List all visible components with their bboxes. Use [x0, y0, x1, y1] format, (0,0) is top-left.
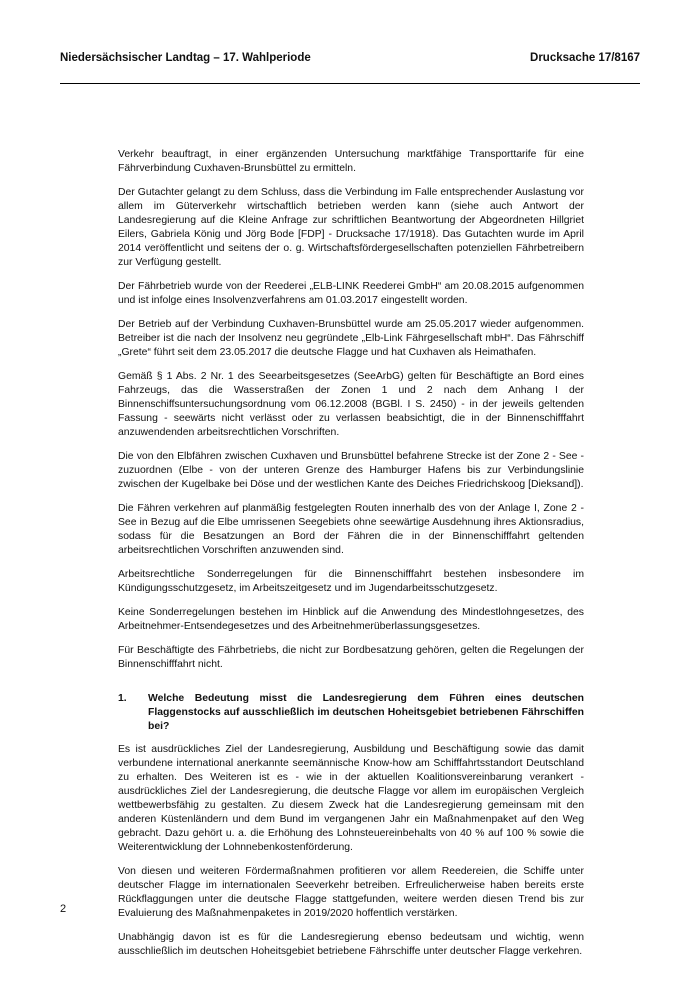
- body-paragraph: Der Fährbetrieb wurde von der Reederei „ELB-LINK Reederei GmbH“ am 20.08.2015 aufgenommen und ist infolge eines Insolvenzverfahrens am 01.03.2017 eingestellt worden.: [118, 281, 584, 306]
- body-paragraph: Gemäß § 1 Abs. 2 Nr. 1 des Seearbeitsgesetzes (SeeArbG) gelten für Beschäftigte an Bord eines Fahrzeugs, das die Wasserstraßen der Zonen 1 und 2 nach dem Anhang I der Binnenschiffsuntersuchungsordnung vom 06.12.2008 (BGBl. I S. 2450) - in der jeweils geltenden Fassung - seewärts nicht verlässt oder zu verlassen beabsichtigt, die in der Binnenschifffahrt anzuwendenden arbeitsrechtlichen Vorschriften.: [118, 371, 584, 438]
- header-divider: [60, 83, 640, 84]
- body-paragraph: Die von den Elbfähren zwischen Cuxhaven und Brunsbüttel befahrene Strecke ist der Zone 2 - See - zuzuordnen (Elbe - von der unteren Grenze des Hamburger Hafens bis zur Verbindungslinie zwischen der Kugelbake bei Döse und der westlichen Kante des Deiches Friedrichskoog [Dieksand]).: [118, 451, 584, 490]
- answer-paragraph: Es ist ausdrückliches Ziel der Landesregierung, Ausbildung und Beschäftigung sowie das damit verbundene international anerkannte seemännische Know-how am Schifffahrtsstandort Deutschland zu erhalten. Des Weiteren ist es - wie in der aktuellen Koalitionsvereinbarung verankert - ausdrückliches Ziel der Landesregierung, die deutsche Flagge vor allem im europäischen Vergleich wettbewerbsfähig zu gestalten. Zu diesem Zweck hat die Landesregierung gemeinsam mit den anderen Küstenländern und dem Bund im vergangenen Jahr ein Maßnahmenpaket auf den Weg gebracht. Dazu gehört u. a. die Erhöhung des Lohnsteuereinbehalts von 40 % auf 100 % sowie die Weiterentwicklung der Lohnnebenkostenförderung.: [118, 744, 584, 853]
- question-heading: [118, 692, 584, 734]
- body-paragraph: Verkehr beauftragt, in einer ergänzenden Untersuchung marktfähige Transporttarife für eine Fährverbindung Cuxhaven-Brunsbüttel zu ermitteln.: [118, 149, 584, 174]
- body-paragraph: Keine Sonderregelungen bestehen im Hinblick auf die Anwendung des Mindestlohngesetzes, des Arbeitnehmer-Entsendegesetzes und des Arbeitnehmerüberlassungsgesetzes.: [118, 607, 584, 632]
- header-parliament-title: Niedersächsischer Landtag – 17. Wahlperiode: [60, 52, 311, 64]
- body-paragraph: Der Betrieb auf der Verbindung Cuxhaven-Brunsbüttel wurde am 25.05.2017 wieder aufgenommen. Betreiber ist die nach der Insolvenz neu gegründete „Elb-Link Fährgesellschaft mbH“. Das Fährschiff „Grete“ führt seit dem 23.05.2017 die deutsche Flagge und hat Cuxhaven als Heimathafen.: [118, 319, 584, 358]
- page-header: [60, 52, 640, 72]
- question-text: Welche Bedeutung misst die Landesregierung dem Führen eines deutschen Flaggenstocks auf ausschließlich im deutschen Hoheitsgebiet betriebenen Fährschiffen bei?: [148, 693, 584, 732]
- header-document-number: Drucksache 17/8167: [530, 52, 640, 64]
- page-number: 2: [60, 903, 67, 915]
- body-paragraph: Arbeitsrechtliche Sonderregelungen für die Binnenschifffahrt bestehen insbesondere im Kündigungsschutzgesetz, im Arbeitszeitgesetz und im Jugendarbeitsschutzgesetz.: [118, 569, 584, 594]
- body-paragraph: Der Gutachter gelangt zu dem Schluss, dass die Verbindung im Falle entsprechender Auslastung vor allem im Güterverkehr wirtschaftlich betrieben werden kann (siehe auch Antwort der Landesregierung auf die Kleine Anfrage zur schriftlichen Beantwortung der Abgeordneten Hillgriet Eilers, Gabriela König und Jörg Bode [FDP] - Drucksache 17/1918). Das Gutachten wurde im April 2014 veröffentlicht und seitens der o. g. Wirtschaftsfördergesellschaften potenziellen Fährbetreibern zur Verfügung gestellt.: [118, 187, 584, 268]
- body-paragraph: Für Beschäftigte des Fährbetriebs, die nicht zur Bordbesatzung gehören, gelten die Regelungen der Binnenschifffahrt nicht.: [118, 645, 584, 670]
- body-paragraph: Die Fähren verkehren auf planmäßig festgelegten Routen innerhalb des von der Anlage I, Zone 2 - See in Bezug auf die Elbe umrissenen Seegebiets ohne seewärtige Ausdehnung ihres Aktionsradius, sodass für die Besatzungen an Bord der Fähren die in der Binnenschifffahrt geltenden arbeitsrechtlichen Vorschriften anzuwenden sind.: [118, 503, 584, 556]
- answer-paragraph: Von diesen und weiteren Fördermaßnahmen profitieren vor allem Reedereien, die Schiffe unter deutscher Flagge im internationalen Seeverkehr betreiben. Erfreulicherweise haben bereits erste Rückflaggungen unter die deutsche Flagge stattgefunden, weitere werden diesen Trend bis zur Evaluierung des Maßnahmenpaketes in 2019/2020 hoffentlich verstärken.: [118, 866, 584, 919]
- question-number: 1.: [118, 693, 127, 704]
- answer-paragraph: Unabhängig davon ist es für die Landesregierung ebenso bedeutsam und wichtig, wenn ausschließlich im deutschen Hoheitsgebiet betriebene Fährschiffe unter deutscher Flagge verkehren.: [118, 932, 584, 957]
- document-body: [118, 148, 584, 969]
